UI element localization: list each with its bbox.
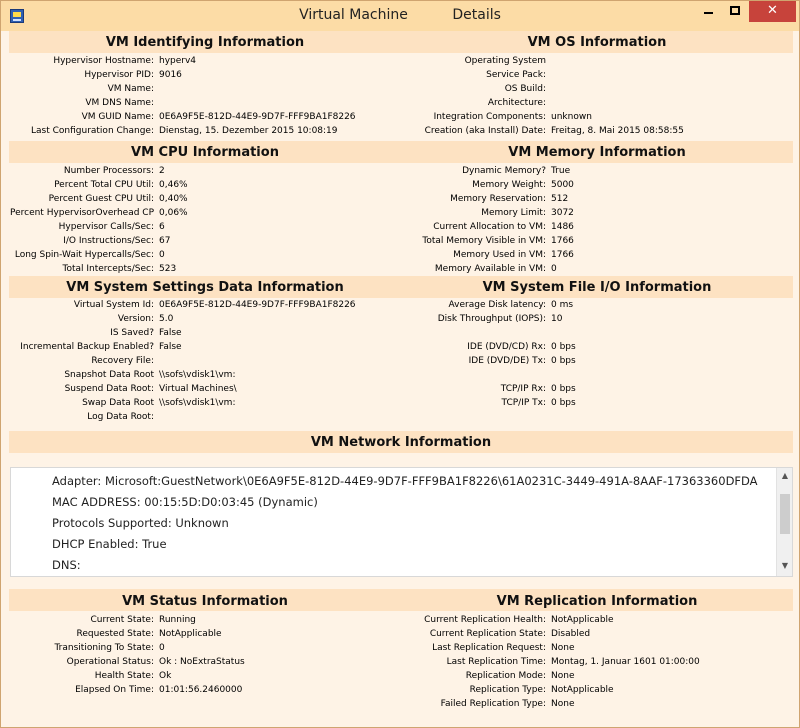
- identifying-label: Hypervisor PID:: [84, 70, 154, 80]
- identifying-label: Hypervisor Hostname:: [53, 56, 154, 66]
- memory-value: 512: [551, 194, 569, 204]
- status-value: Running: [159, 615, 196, 625]
- fileio-row: [9, 300, 793, 314]
- replication-row: [9, 629, 793, 643]
- cpu-value: 6: [159, 222, 165, 232]
- status-label: Health State:: [94, 671, 154, 681]
- os-value: Freitag, 8. Mai 2015 08:58:55: [551, 126, 684, 136]
- memory-value: 1486: [551, 222, 574, 232]
- network-protocols-line: Protocols Supported: Unknown: [52, 516, 229, 530]
- fileio-row: [9, 342, 793, 356]
- os-label: Operating System: [464, 56, 546, 66]
- status-label: Current State:: [90, 615, 154, 625]
- status-label: Requested State:: [76, 629, 154, 639]
- replication-row: [9, 699, 793, 713]
- fileio-value: 10: [551, 314, 563, 324]
- cpu-label: Number Processors:: [63, 166, 154, 176]
- settings-label: Suspend Data Root:: [64, 384, 154, 394]
- cpu-label: I/O Instructions/Sec:: [63, 236, 154, 246]
- network-section-title: VM Network Information: [310, 435, 492, 450]
- identifying-value: hyperv4: [159, 56, 197, 66]
- status-value: 01:01:56.2460000: [159, 685, 243, 695]
- replication-value: Disabled: [551, 629, 591, 639]
- identifying-label: VM DNS Name:: [85, 98, 154, 108]
- settings-value: False: [159, 328, 182, 338]
- os-value: unknown: [551, 112, 592, 122]
- cpu-value: 67: [159, 236, 171, 246]
- replication-row: [9, 615, 793, 629]
- replication-label: Last Replication Request:: [432, 643, 546, 653]
- settings-label: Recovery File:: [91, 356, 154, 366]
- fileio-label: TCP/IP Rx:: [500, 384, 546, 394]
- os-row: [9, 56, 793, 70]
- close-icon: ✕: [767, 3, 778, 18]
- details-content: [9, 31, 793, 721]
- memory-row: [9, 222, 793, 236]
- settings-value: Virtual Machines\: [159, 384, 237, 394]
- window-title: Virtual Machine Details: [299, 7, 501, 23]
- memory-label: Memory Weight:: [472, 180, 546, 190]
- identifying-value: Dienstag, 15. Dezember 2015 10:08:19: [159, 126, 338, 136]
- memory-row: [9, 236, 793, 250]
- os-section-title: VM OS Information: [527, 35, 667, 50]
- fileio-label: Disk Throughput (IOPS):: [437, 314, 546, 324]
- fileio-row: [9, 356, 793, 370]
- replication-section-title: VM Replication Information: [496, 594, 698, 609]
- memory-row: [9, 208, 793, 222]
- settings-label: Virtual System Id:: [73, 300, 154, 310]
- cpu-value: 2: [159, 166, 165, 176]
- cpu-label: Long Spin-Wait Hypercalls/Sec:: [14, 250, 154, 260]
- network-mac-line: MAC ADDRESS: 00:15:5D:D0:03:45 (Dynamic): [52, 495, 318, 509]
- cpu-label: Percent HypervisorOverhead CP: [9, 208, 154, 218]
- memory-label: Memory Used in VM:: [453, 250, 546, 260]
- settings-label: Version:: [117, 314, 154, 324]
- replication-label: Last Replication Time:: [446, 657, 546, 667]
- fileio-value: 0 bps: [551, 342, 576, 352]
- replication-value: None: [551, 671, 575, 681]
- cpu-value: 0: [159, 250, 165, 260]
- status-value: NotApplicable: [159, 629, 222, 639]
- status-label: Operational Status:: [66, 657, 154, 667]
- close-button[interactable]: [749, 1, 796, 22]
- scrollbar-thumb[interactable]: [780, 494, 790, 534]
- cpu-label: Percent Total CPU Util:: [54, 180, 154, 190]
- os-label: Service Pack:: [486, 70, 546, 80]
- os-label: OS Build:: [504, 84, 546, 94]
- settings-label: Log Data Root:: [87, 412, 154, 422]
- memory-label: Memory Limit:: [481, 208, 546, 218]
- scroll-down-icon[interactable]: ▼: [781, 561, 789, 570]
- fileio-label: TCP/IP Tx:: [501, 398, 546, 408]
- memory-value: 1766: [551, 236, 574, 246]
- os-label: Creation (aka Install) Date:: [424, 126, 546, 136]
- settings-label: IS Saved?: [110, 328, 154, 338]
- settings-value: 0E6A9F5E-812D-44E9-9D7F-FFF9BA1F8226: [159, 300, 356, 310]
- cpu-value: 0,06%: [159, 208, 188, 218]
- os-row: [9, 126, 793, 140]
- title-bar[interactable]: [1, 1, 799, 31]
- memory-label: Memory Available in VM:: [434, 264, 546, 274]
- identifying-label: VM GUID Name:: [81, 112, 154, 122]
- status-value: 0: [159, 643, 165, 653]
- scroll-up-icon[interactable]: ▲: [781, 471, 789, 480]
- settings-value: False: [159, 342, 182, 352]
- memory-value: 3072: [551, 208, 574, 218]
- fileio-row: [9, 314, 793, 328]
- os-row: [9, 70, 793, 84]
- memory-label: Current Allocation to VM:: [433, 222, 546, 232]
- fileio-row: [9, 328, 793, 342]
- network-scrollbar[interactable]: [776, 468, 792, 576]
- replication-label: Failed Replication Type:: [440, 699, 546, 709]
- replication-value: Montag, 1. Januar 1601 01:00:00: [551, 657, 700, 667]
- replication-value: NotApplicable: [551, 615, 614, 625]
- minimize-button[interactable]: [695, 1, 721, 22]
- replication-label: Replication Type:: [469, 685, 546, 695]
- memory-row: [9, 166, 793, 180]
- fileio-row: [9, 370, 793, 384]
- cpu-label: Hypervisor Calls/Sec:: [58, 222, 154, 232]
- network-dns-line: DNS:: [52, 558, 81, 572]
- network-info-textbox[interactable]: [10, 467, 793, 577]
- fileio-value: 0 bps: [551, 384, 576, 394]
- identifying-value: 9016: [159, 70, 182, 80]
- maximize-button[interactable]: [722, 1, 748, 22]
- minimize-icon: [704, 12, 713, 14]
- settings-value: 5.0: [159, 314, 174, 324]
- memory-value: 0: [551, 264, 557, 274]
- memory-section-title: VM Memory Information: [508, 145, 686, 160]
- fileio-section-title: VM System File I/O Information: [482, 280, 712, 295]
- settings-row: [9, 412, 793, 426]
- fileio-row: [9, 398, 793, 412]
- replication-value: NotApplicable: [551, 685, 614, 695]
- cpu-label: Total Intercepts/Sec:: [62, 264, 154, 274]
- memory-label: Memory Reservation:: [450, 194, 546, 204]
- settings-section-title: VM System Settings Data Information: [66, 280, 344, 295]
- status-label: Transitioning To State:: [54, 643, 154, 653]
- settings-label: Snapshot Data Root: [64, 370, 154, 380]
- memory-row: [9, 194, 793, 208]
- memory-label: Total Memory Visible in VM:: [422, 236, 546, 246]
- memory-value: True: [551, 166, 571, 176]
- replication-row: [9, 643, 793, 657]
- replication-row: [9, 671, 793, 685]
- replication-label: Current Replication State:: [429, 629, 546, 639]
- os-label: Architecture:: [487, 98, 546, 108]
- maximize-icon: [730, 6, 740, 15]
- replication-row: [9, 685, 793, 699]
- status-value: Ok: [159, 671, 172, 681]
- identifying-label: VM Name:: [107, 84, 154, 94]
- settings-label: Swap Data Root: [82, 398, 154, 408]
- fileio-value: 0 bps: [551, 356, 576, 366]
- replication-value: None: [551, 699, 575, 709]
- network-adapter-line: Adapter: Microsoft:GuestNetwork\0E6A9F5E-812D-44E9-9D7F-FFF9BA1F8226\61A0231C-3449-491A-8AAF-17363360DFDA: [52, 474, 758, 488]
- cpu-value: 0,46%: [159, 180, 188, 190]
- fileio-value: 0 ms: [551, 300, 574, 310]
- fileio-row: [9, 384, 793, 398]
- memory-row: [9, 250, 793, 264]
- status-value: Ok : NoExtraStatus: [159, 657, 245, 667]
- replication-row: [9, 657, 793, 671]
- cpu-value: 0,40%: [159, 194, 188, 204]
- os-row: [9, 84, 793, 98]
- fileio-value: 0 bps: [551, 398, 576, 408]
- os-row: [9, 98, 793, 112]
- replication-label: Replication Mode:: [465, 671, 546, 681]
- fileio-label: IDE (DVD/CD) Rx:: [467, 342, 546, 352]
- settings-value: \\sofs\vdisk1\vm:: [159, 398, 236, 408]
- memory-row: [9, 180, 793, 194]
- identifying-label: Last Configuration Change:: [31, 126, 154, 136]
- status-section-title: VM Status Information: [122, 594, 288, 609]
- network-dhcp-line: DHCP Enabled: True: [52, 537, 167, 551]
- cpu-label: Percent Guest CPU Util:: [48, 194, 154, 204]
- identifying-value: 0E6A9F5E-812D-44E9-9D7F-FFF9BA1F8226: [159, 112, 356, 122]
- status-label: Elapsed On Time:: [75, 685, 154, 695]
- cpu-value: 523: [159, 264, 177, 274]
- memory-label: Dynamic Memory?: [462, 166, 546, 176]
- os-label: Integration Components:: [433, 112, 546, 122]
- os-row: [9, 112, 793, 126]
- settings-value: \\sofs\vdisk1\vm:: [159, 370, 236, 380]
- replication-value: None: [551, 643, 575, 653]
- identifying-section-title: VM Identifying Information: [105, 35, 305, 50]
- settings-label: Incremental Backup Enabled?: [20, 342, 154, 352]
- memory-value: 5000: [551, 180, 574, 190]
- memory-value: 1766: [551, 250, 574, 260]
- cpu-section-title: VM CPU Information: [131, 145, 279, 160]
- fileio-label: IDE (DVD/DE) Tx:: [468, 356, 546, 366]
- replication-label: Current Replication Health:: [424, 615, 546, 625]
- fileio-label: Average Disk latency:: [448, 300, 546, 310]
